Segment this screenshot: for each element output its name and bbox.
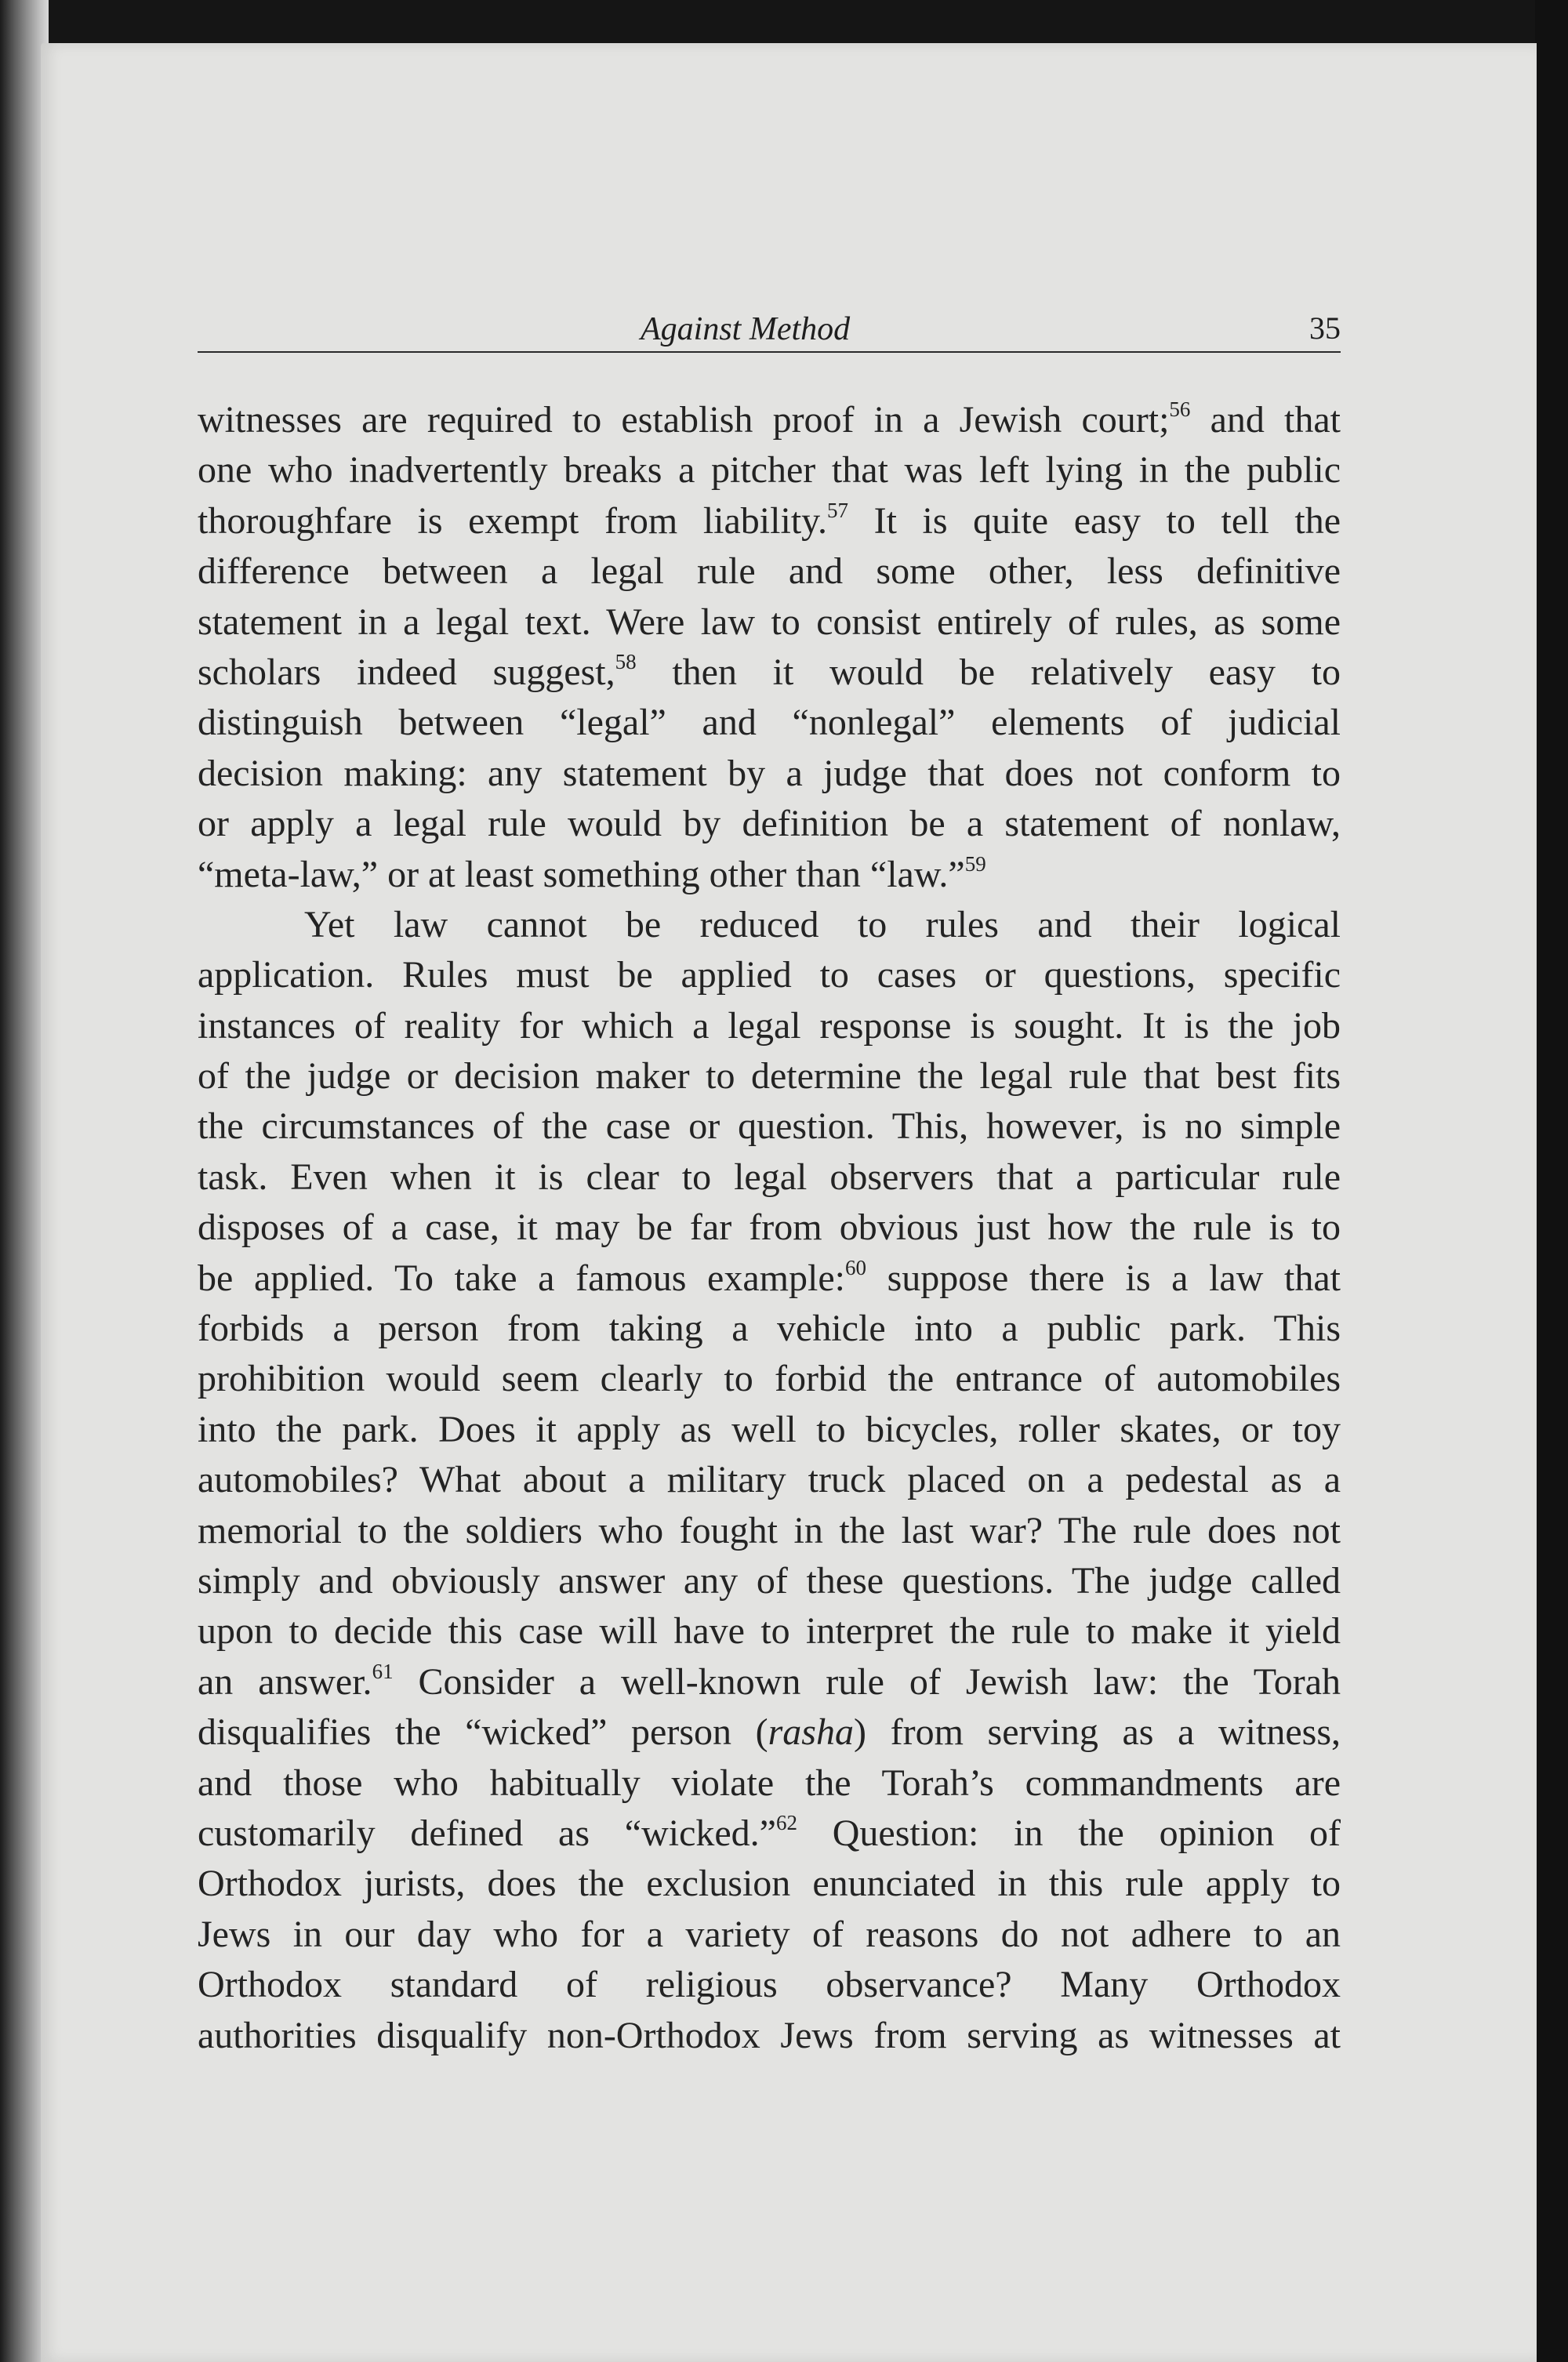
footnote-marker: 57 (827, 498, 849, 522)
text-segment: instances of reality for which a legal response is sought. It is the job (198, 1004, 1341, 1047)
text-segment: difference between a legal rule and some other, less definitive (198, 550, 1341, 593)
text-line (198, 1606, 1341, 1656)
text-line (198, 799, 1341, 849)
page-number: 35 (1309, 310, 1341, 346)
text-segment: Consider a well-known rule of Jewish law: the Torah (393, 1660, 1341, 1703)
text-segment: Jews in our day who for a variety of reasons do not adhere to an (198, 1913, 1341, 1955)
text-segment: Yet law cannot be reduced to rules and their logical (304, 903, 1341, 945)
text-segment: thoroughfare is exempt from liability. (198, 499, 828, 542)
text-line (198, 1506, 1341, 1556)
text-segment: forbids a person from taking a vehicle into a public park. This (198, 1308, 1341, 1350)
text-segment: prohibition would seem clearly to forbid the entrance of automobiles (198, 1358, 1341, 1400)
text-segment: “meta-law,” or at least something other than “law.” (198, 853, 965, 895)
text-segment: of the judge or decision maker to determine the legal rule that best fits (198, 1055, 1341, 1098)
text-segment: into the park. Does it apply as well to bicycles, roller skates, or toy (198, 1408, 1341, 1450)
running-title: Against Method (641, 311, 851, 347)
text-segment: Question: in the opinion of (797, 1812, 1341, 1854)
text-line (198, 698, 1341, 748)
text-line (198, 900, 1341, 950)
text-segment: authorities disqualify non-Orthodox Jews from serving as witnesses at (198, 2014, 1341, 2056)
footnote-marker: 61 (372, 1659, 394, 1683)
footnote-marker: 62 (775, 1810, 797, 1834)
text-segment: Orthodox jurists, does the exclusion enunciated in this rule apply to (198, 1863, 1341, 1905)
text-line (198, 1203, 1341, 1253)
text-segment: one who inadvertently breaks a pitcher that was left lying in the public (198, 449, 1341, 492)
text-segment: suppose there is a law that (866, 1257, 1341, 1299)
text-line (198, 1809, 1341, 1859)
text-line (198, 1455, 1341, 1505)
text-segment: ) from serving as a witness, (853, 1711, 1341, 1754)
text-line (198, 1101, 1341, 1152)
text-segment: and that (1190, 399, 1341, 441)
text-segment: witnesses are required to establish proof in a Jewish court; (198, 399, 1170, 441)
text-segment: then it would be relatively easy to (636, 651, 1341, 693)
text-line (198, 850, 1341, 900)
text-line (198, 648, 1341, 698)
text-line (198, 395, 1341, 445)
text-segment: and those who habitually violate the Torah’s commandments are (198, 1762, 1341, 1804)
text-line (198, 1405, 1341, 1455)
text-segment: the circumstances of the case or question. This, however, is no simple (198, 1105, 1341, 1148)
text-line (198, 2011, 1341, 2061)
text-segment: task. Even when it is clear to legal observers that a particular rule (198, 1156, 1341, 1198)
text-segment: disqualifies the “wicked” person ( (198, 1711, 768, 1754)
text-segment: or apply a legal rule would by definition be a statement of nonlaw, (198, 803, 1341, 845)
text-line (198, 1657, 1341, 1707)
footnote-marker: 58 (615, 649, 637, 673)
text-line (198, 496, 1341, 546)
italic-term: rasha (768, 1711, 854, 1754)
text-line (198, 1556, 1341, 1606)
text-segment: an answer. (198, 1660, 372, 1703)
text-line (198, 1254, 1341, 1304)
running-header (198, 307, 1341, 353)
scan-background-edge (1535, 0, 1568, 2362)
text-line (198, 1859, 1341, 1909)
text-line (198, 1707, 1341, 1758)
text-line (198, 1304, 1341, 1354)
text-segment: decision making: any statement by a judge that does not conform to (198, 752, 1341, 794)
text-segment: upon to decide this case will have to interpret the rule to make it yield (198, 1610, 1341, 1653)
text-segment: distinguish between “legal” and “nonlegal” elements of judicial (198, 702, 1341, 744)
text-line (198, 950, 1341, 1000)
text-line (198, 1152, 1341, 1203)
text-segment: memorial to the soldiers who fought in the last war? The rule does not (198, 1509, 1341, 1551)
text-segment: It is quite easy to tell the (848, 499, 1341, 542)
text-segment: disposes of a case, it may be far from obvious just how the rule is to (198, 1206, 1341, 1249)
body-text (198, 395, 1341, 2061)
footnote-marker: 56 (1169, 397, 1191, 421)
text-line (198, 1354, 1341, 1404)
text-segment: customarily defined as “wicked.” (198, 1812, 776, 1854)
text-segment: automobiles? What about a military truck placed on a pedestal as a (198, 1459, 1341, 1501)
text-line (198, 445, 1341, 495)
text-line (198, 597, 1341, 648)
text-line (198, 1910, 1341, 1960)
text-line (198, 1051, 1341, 1101)
text-line (198, 749, 1341, 799)
text-segment: simply and obviously answer any of these questions. The judge called (198, 1559, 1341, 1602)
footnote-marker: 59 (964, 851, 986, 876)
text-line (198, 1758, 1341, 1809)
text-line (198, 1960, 1341, 2010)
text-segment: Orthodox standard of religious observance? Many Orthodox (198, 1964, 1341, 2006)
text-line (198, 546, 1341, 597)
text-segment: application. Rules must be applied to cases or questions, specific (198, 954, 1341, 996)
text-segment: be applied. To take a famous example: (198, 1257, 845, 1299)
footnote-marker: 60 (844, 1255, 866, 1279)
text-segment: scholars indeed suggest, (198, 651, 615, 693)
text-segment: statement in a legal text. Were law to consist entirely of rules, as some (198, 600, 1341, 643)
text-line (198, 1001, 1341, 1051)
